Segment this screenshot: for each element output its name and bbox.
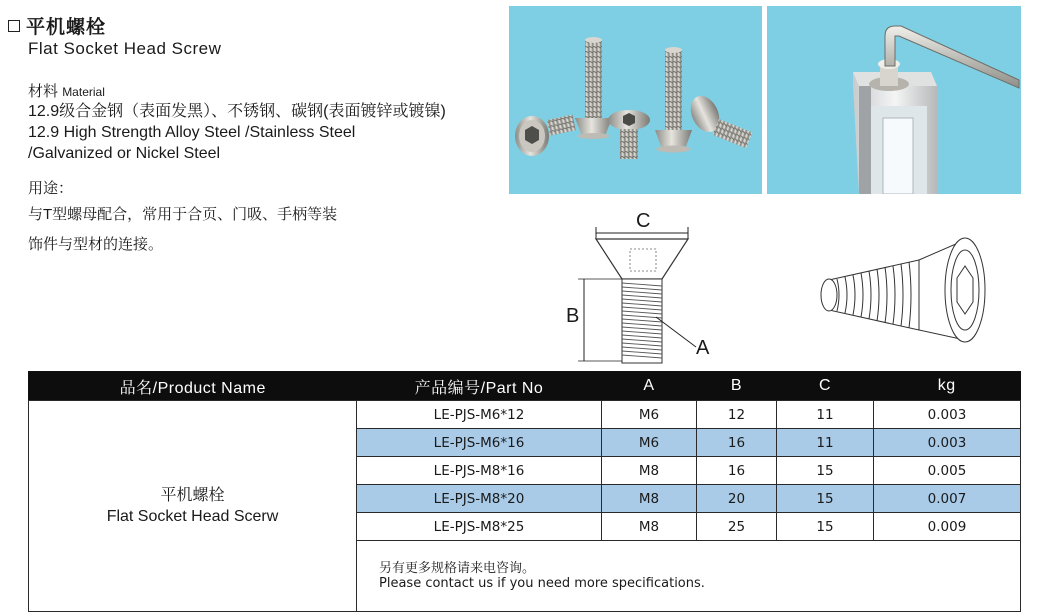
b-cell: 16 (697, 457, 777, 485)
header-b: B (697, 372, 777, 401)
kg-cell: 0.007 (874, 485, 1021, 513)
application-photo (767, 6, 1021, 194)
part-no-cell: LE-PJS-M8*20 (357, 485, 602, 513)
c-cell: 15 (777, 485, 874, 513)
table-row (29, 401, 1021, 429)
material-heading (28, 80, 105, 101)
kg-cell: 0.009 (874, 513, 1021, 541)
c-cell: 11 (777, 401, 874, 429)
screws-photo (509, 6, 762, 194)
table-header-row (29, 372, 1021, 401)
part-no-cell: LE-PJS-M6*16 (357, 429, 602, 457)
material-line-1: 12.9级合金钢（表面发黑）、不锈钢、碳钢(表面镀锌或镀镍) (28, 103, 446, 120)
part-no-cell: LE-PJS-M8*16 (357, 457, 602, 485)
c-cell: 15 (777, 513, 874, 541)
note-en: Please contact us if you need more specifications. (379, 576, 705, 591)
page-title-zh: 平机螺栓 (26, 17, 107, 38)
page-title-en: Flat Socket Head Screw (28, 39, 222, 58)
header-c: C (777, 372, 874, 401)
spec-table (28, 371, 1021, 612)
a-cell: M8 (602, 457, 697, 485)
material-line-2: 12.9 High Strength Alloy Steel /Stainless Steel (28, 124, 356, 141)
kg-cell: 0.003 (874, 429, 1021, 457)
part-no-cell: LE-PJS-M8*25 (357, 513, 602, 541)
title-row (8, 12, 106, 39)
product-name-en: Flat Socket Head Scerw (106, 508, 279, 525)
b-cell: 25 (697, 513, 777, 541)
usage-line-2: 饰件与型材的连接。 (28, 236, 164, 253)
material-label-zh: 材料 (28, 83, 59, 100)
part-no-cell: LE-PJS-M6*12 (357, 401, 602, 429)
product-name-zh: 平机螺栓 (160, 487, 225, 504)
dimension-label-c: C (636, 210, 651, 232)
b-cell: 16 (697, 429, 777, 457)
a-cell: M8 (602, 513, 697, 541)
b-cell: 12 (697, 401, 777, 429)
header-part-no: 产品编号/Part No (357, 372, 602, 401)
checkbox-icon (8, 20, 20, 32)
usage-label: 用途： (28, 180, 74, 197)
header-product-name: 品名/Product Name (29, 372, 357, 401)
dimension-diagram (560, 205, 730, 365)
dimension-label-b: B (566, 305, 580, 327)
note-zh: 另有更多规格请来电咨询。 (379, 561, 536, 576)
material-line-3: /Galvanized or Nickel Steel (28, 145, 221, 162)
a-cell: M8 (602, 485, 697, 513)
product-name-cell (29, 401, 357, 612)
c-cell: 15 (777, 457, 874, 485)
kg-cell: 0.005 (874, 457, 1021, 485)
dimension-label-a: A (696, 337, 710, 359)
a-cell: M6 (602, 429, 697, 457)
note-cell (357, 541, 1021, 612)
screw-line-drawing (815, 220, 990, 350)
header-kg: kg (874, 372, 1021, 401)
kg-cell: 0.003 (874, 401, 1021, 429)
usage-line-1: 与T型螺母配合，常用于合页、门吸、手柄等装 (28, 206, 338, 223)
b-cell: 20 (697, 485, 777, 513)
a-cell: M6 (602, 401, 697, 429)
material-label-en: Material (62, 85, 105, 99)
header-a: A (602, 372, 697, 401)
c-cell: 11 (777, 429, 874, 457)
